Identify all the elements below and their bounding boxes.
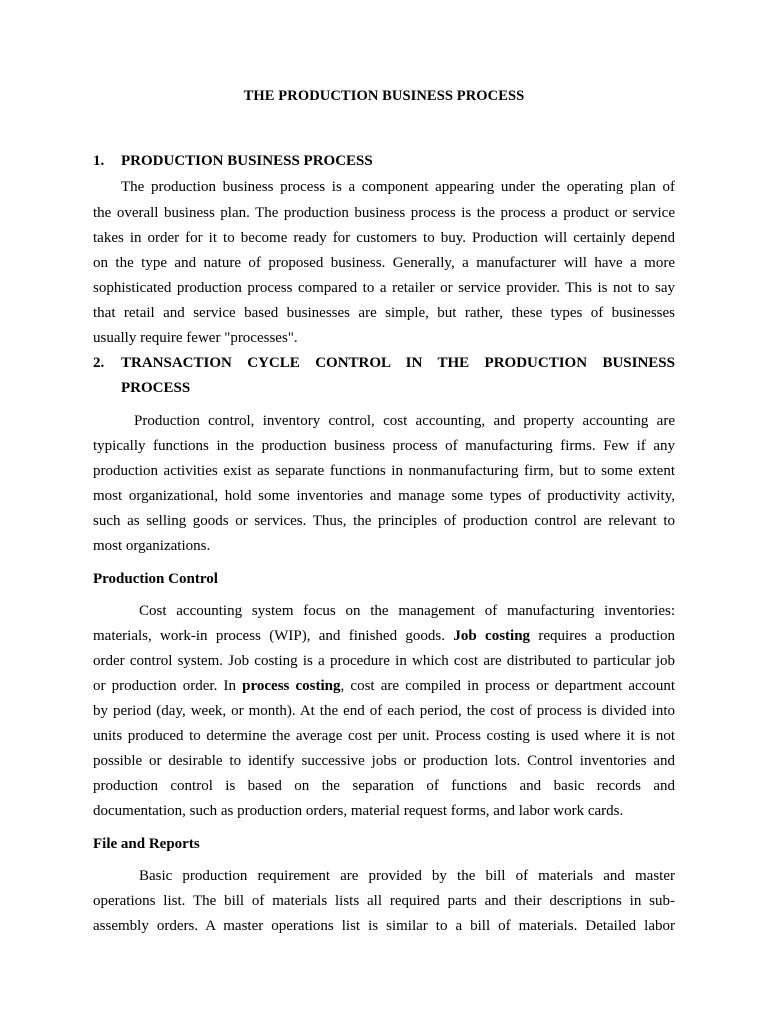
paragraph-line: that retail and service based businesses are simple, but rather, these types of businesses <box>93 305 675 321</box>
paragraph-line: possible or desirable to identify successive jobs or production lots. Control inventories and <box>93 753 675 769</box>
bold-term-job-costing: Job costing <box>453 628 531 644</box>
paragraph-line: documentation, such as production orders, material request forms, and labor work cards. <box>93 803 624 819</box>
paragraph-line: The production business process is a component appearing under the operating plan of <box>121 179 675 195</box>
paragraph-line: Production control, inventory control, cost accounting, and property accounting are <box>134 413 675 429</box>
paragraph-line: Cost accounting system focus on the management of manufacturing inventories: <box>139 603 675 619</box>
text-run: requires a production <box>538 628 676 644</box>
paragraph-line-job-costing <box>93 627 675 645</box>
paragraph-line: sophisticated production process compared to a retailer or service provider. This is not to say <box>93 280 675 296</box>
paragraph-line: Basic production requirement are provided by the bill of materials and master <box>139 868 675 884</box>
paragraph-line: assembly orders. A master operations list is similar to a bill of materials. Detailed labor <box>93 918 675 934</box>
section-1-number: 1. <box>93 153 105 169</box>
paragraph-line: most organizational, hold some inventories and manage some types of productivity activity, <box>93 488 675 504</box>
paragraph-line: typically functions in the production business process of manufacturing firms. Few if any <box>93 438 675 454</box>
section-2-heading: TRANSACTION CYCLE CONTROL IN THE PRODUCTION BUSINESS <box>121 355 675 371</box>
paragraph-line: operations list. The bill of materials lists all required parts and their descriptions in sub- <box>93 893 675 909</box>
production-control-heading: Production Control <box>93 571 218 587</box>
paragraph-line: most organizations. <box>93 538 211 554</box>
paragraph-line: by period (day, week, or month). At the end of each period, the cost of process is divided into <box>93 703 675 719</box>
paragraph-line: units produced to determine the average cost per unit. Process costing is used where it is not <box>93 728 675 744</box>
text-run: , cost are compiled in process or department account <box>340 678 675 694</box>
document-title: THE PRODUCTION BUSINESS PROCESS <box>243 88 525 104</box>
paragraph-line: order control system. Job costing is a procedure in which cost are distributed to particular job <box>93 653 675 669</box>
text-run: or production order. In <box>93 678 236 694</box>
paragraph-line: such as selling goods or services. Thus, the principles of production control are relevant to <box>93 513 675 529</box>
section-2-number: 2. <box>93 355 105 371</box>
paragraph-line: production activities exist as separate functions in nonmanufacturing firm, but to some extent <box>93 463 675 479</box>
paragraph-line: on the type and nature of proposed business. Generally, a manufacturer will have a more <box>93 255 675 271</box>
text-run: materials, work-in process (WIP), and finished goods. <box>93 628 446 644</box>
section-2-heading-cont: PROCESS <box>121 380 191 396</box>
bold-term-process-costing: process costing <box>242 678 341 694</box>
paragraph-line: production control is based on the separation of functions and basic records and <box>93 778 675 794</box>
file-and-reports-heading: File and Reports <box>93 836 200 852</box>
paragraph-line: usually require fewer "processes". <box>93 330 298 346</box>
section-1-heading: PRODUCTION BUSINESS PROCESS <box>121 153 373 169</box>
paragraph-line-process-costing <box>93 677 675 695</box>
paragraph-line: the overall business plan. The production business process is the process a product or service <box>93 205 675 221</box>
paragraph-line: takes in order for it to become ready for customers to buy. Production will certainly depend <box>93 230 675 246</box>
